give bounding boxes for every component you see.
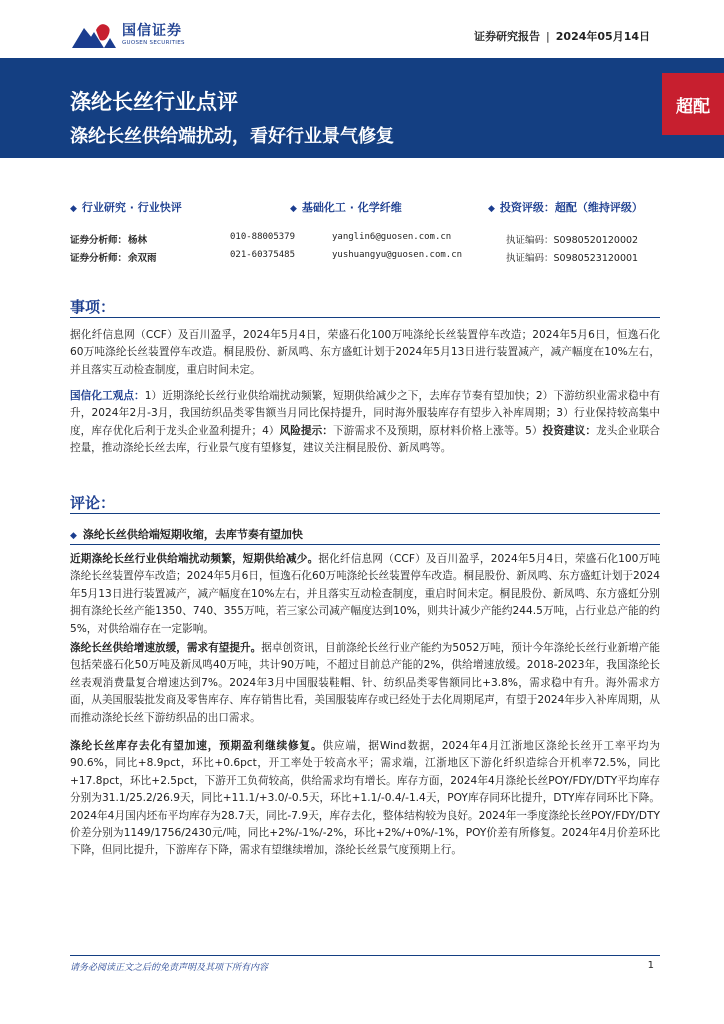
viewpoint-lead: 国信化工观点： <box>70 390 145 402</box>
page-number: 1 <box>647 960 654 971</box>
analyst-role: 证券分析师： <box>70 253 128 264</box>
subheading-text: 涤纶长丝供给端短期收缩，去库节奏有望加快 <box>82 528 303 541</box>
comment-heading: 评论： <box>70 494 116 512</box>
paragraph-lead: 涤纶长丝供给增速放缓，需求有望提升。 <box>70 642 262 654</box>
analyst-name: 杨林 <box>128 235 148 246</box>
comment-paragraph-3 <box>70 738 660 860</box>
category-label: 行业研究 · 行业快评 <box>81 201 182 214</box>
paragraph-text: 据卓创资讯，目前涤纶长丝行业产能约为5052万吨，预计今年涤纶长丝行业新增产能包括荣盛石化50万吨及新凤鸣40万吨，共计90万吨，不超过目前总产能的2%，供给增速放缓。2018-2023年，我国涤纶长丝表观消费量复合增速达到7%。2024年3月中国服装鞋帽、针、纺织品类零售额同比+3.8%，需求稳中有升。海外需求方面，从美国服装批发商及零售库存、库存销售比看，美国服装库存或已经处于去化周期尾声，有望于2024年步入补库周期，从而推动涤纶长丝下游纺织品的出口需求。 <box>70 642 660 724</box>
advice-label: 投资建议： <box>542 424 597 437</box>
analyst-cert: 执证编码：S0980523120001 <box>506 253 639 264</box>
analyst-phone: 010-88005379 <box>230 232 296 242</box>
advice-text: 龙头企业联合控量，推动涤纶长丝去库，行业景气度有望修复，建议关注桐昆股份、新凤鸣等。 <box>70 424 661 455</box>
report-meta <box>474 28 650 44</box>
meta-separator: | <box>546 30 550 43</box>
top-bar <box>0 0 724 58</box>
comment-paragraph-1 <box>70 551 660 638</box>
analyst-phone: 021-60375485 <box>230 250 296 260</box>
analyst-row <box>70 250 670 268</box>
paragraph-text: 据化纤信息网（CCF）及百川盈孚，2024年5月4日，荣盛石化100万吨涤纶长丝装置停车改造；2024年5月6日，恒逸石化60万吨涤纶长丝装置停车改造。桐昆股份、新凤鸣、东方盛虹计划于2024年5月13日进行装置减产，减产幅度在10%左右，并且落实互动检查制度，重启时间未定。桐昆股份、新凤鸣、东方盛虹分别拥有涤纶长丝产能1350、740、355万吨，若三家公司减产幅度达到10%，则共计减少产能约244.5万吨，占行业总产能的约5%，对供给端存在一定影响。 <box>70 553 661 635</box>
analyst-row <box>70 232 670 250</box>
paragraph-lead: 涤纶长丝库存去化有望加速，预期盈利继续修复。 <box>70 740 323 752</box>
analyst-cert: 执证编码：S0980520120002 <box>506 235 639 246</box>
category-label: 基础化工 · 化学纤维 <box>301 201 402 214</box>
analyst-role: 证券分析师： <box>70 235 128 246</box>
comment-divider <box>70 513 660 514</box>
viewpoint-text: 1）近期涤纶长丝行业供给端扰动频繁，短期供给减少之下，去库存节奏有望加快；2）下游纺织业需求稳中有升，2024年2月-3月，我国纺织品类零售额当月同比保持提升，同时海外服装库存有望步入补库周期；3）行业保持较高集中度，库存优化后利于龙头企业盈利提升；4） <box>70 390 660 437</box>
category-sector <box>290 199 402 215</box>
footer-divider <box>70 955 660 956</box>
analyst-list <box>70 232 670 268</box>
category-label: 投资评级：超配（维持评级） <box>499 201 643 214</box>
report-subtitle: 涤纶长丝供给端扰动，看好行业景气修复 <box>70 126 394 147</box>
risk-text: 下游需求不及预期，原材料价格上涨等。5） <box>332 424 543 437</box>
disclaimer-text: 请务必阅读正文之后的免责声明及其项下所有内容 <box>70 963 269 973</box>
analyst-email[interactable]: yushuangyu@guosen.com.cn <box>332 250 463 260</box>
paragraph-lead: 近期涤纶长丝行业供给端扰动频繁，短期供给减少。 <box>70 553 319 565</box>
rating-badge: 超配 <box>662 73 724 135</box>
analyst-email[interactable]: yanglin6@guosen.com.cn <box>332 232 452 242</box>
comment-paragraph-2 <box>70 640 660 727</box>
events-paragraph: 据化纤信息网（CCF）及百川盈孚，2024年5月4日，荣盛石化100万吨涤纶长丝装置停车改造；2024年5月6日，恒逸石化60万吨涤纶长丝装置停车改造。桐昆股份、新凤鸣、东方盛虹计划于2024年5月13日进行装置减产，减产幅度在10%左右，并且落实互动检查制度，重启时间未定。 <box>70 329 660 376</box>
category-rating <box>488 199 643 215</box>
diamond-icon: ◆ <box>70 204 77 214</box>
report-date: 2024年05月14日 <box>555 30 650 43</box>
paragraph-text: 供应端，据Wind数据，2024年4月江浙地区涤纶长丝开工率平均为90.6%，同比+8.9pct，环比+0.6pct，开工率处于较高水平；需求端，江浙地区下游化纤织造综合开机率72.5%，同比+17.8pct，环比+2.5pct，下游开工负荷较高，供给需求均有增长。库存方面，2024年4月涤纶长丝POY/FDY/DTY平均库存分别为31.1/25.2/26.9天，同比+11.1/+3.0/-0.5天，环比+1.1/-0.4/-1.4天，POY库存同环比提升，DTY库存同环比下降。2024年4月国内坯布平均库存为28.7天，同比-7.9天，库存去化，整体结构较为良好。2024年一季度涤纶长丝POY/FDY/DTY价差分别为1149/1756/2430元/吨，同比+2%/-1%/-2%，环比+2%/+0%/-1%，POY价差有所修复。2024年4月价差环比下降，但同比提升，下游库存下降，需求有望继续增加，涤纶长丝景气度预期上行。 <box>70 740 661 857</box>
viewpoint-paragraph <box>70 388 660 458</box>
diamond-icon: ◆ <box>290 204 297 214</box>
guosen-logo <box>70 20 185 50</box>
logo-english-name: GUOSEN SECURITIES <box>122 39 185 46</box>
category-row <box>70 199 660 217</box>
diamond-icon: ◆ <box>70 531 77 541</box>
comment-subheading <box>70 526 660 544</box>
events-heading: 事项： <box>70 298 116 316</box>
diamond-icon: ◆ <box>488 204 495 214</box>
category-industry-research <box>70 199 182 215</box>
events-divider <box>70 317 660 318</box>
title-banner <box>0 58 724 158</box>
logo-chinese-name: 国信证券 <box>122 22 182 39</box>
analyst-name: 余双雨 <box>128 253 157 264</box>
report-type: 证券研究报告 <box>474 30 541 43</box>
logo-mark-icon <box>70 20 118 50</box>
risk-label: 风险提示： <box>279 424 333 437</box>
report-title: 涤纶长丝行业点评 <box>70 90 238 114</box>
subheading-divider <box>70 544 660 545</box>
